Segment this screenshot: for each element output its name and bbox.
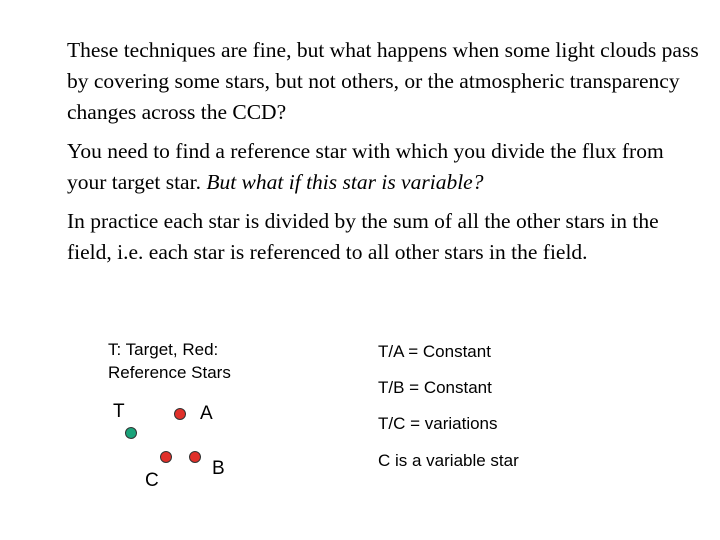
paragraph-reference-star-text: You need to find a reference star with which you divide the flux from your target star. <box>67 139 664 194</box>
star-label-t: T <box>113 401 125 422</box>
ratio-tc: T/C = variations <box>378 414 498 433</box>
paragraph-problem: These techniques are fine, but what happens when some light clouds pass by covering some stars, but not others, or the atmospheric transparency changes across the CCD? <box>67 38 699 124</box>
ratio-ta: T/A = Constant <box>378 342 491 361</box>
c-variable-note: C is a variable star <box>378 451 519 470</box>
paragraph-practice: In practice each star is divided by the sum of all the other stars in the field, i.e. each star is referenced to all other stars in the field. <box>67 209 659 264</box>
diagram-legend <box>108 338 231 384</box>
paragraph-reference-star <box>67 136 707 198</box>
legend-line-1: T: Target, Red: <box>108 340 219 359</box>
paragraph-reference-star-question: But what if this star is variable? <box>206 170 484 194</box>
target-star-dot <box>125 427 137 439</box>
ratio-tb: T/B = Constant <box>378 378 492 397</box>
reference-star-c-dot <box>160 451 172 463</box>
reference-star-b-dot <box>189 451 201 463</box>
legend-line-2: Reference Stars <box>108 363 231 382</box>
star-label-a: A <box>200 403 213 424</box>
star-label-b: B <box>212 458 225 479</box>
star-label-c: C <box>145 470 159 491</box>
reference-star-a-dot <box>174 408 186 420</box>
